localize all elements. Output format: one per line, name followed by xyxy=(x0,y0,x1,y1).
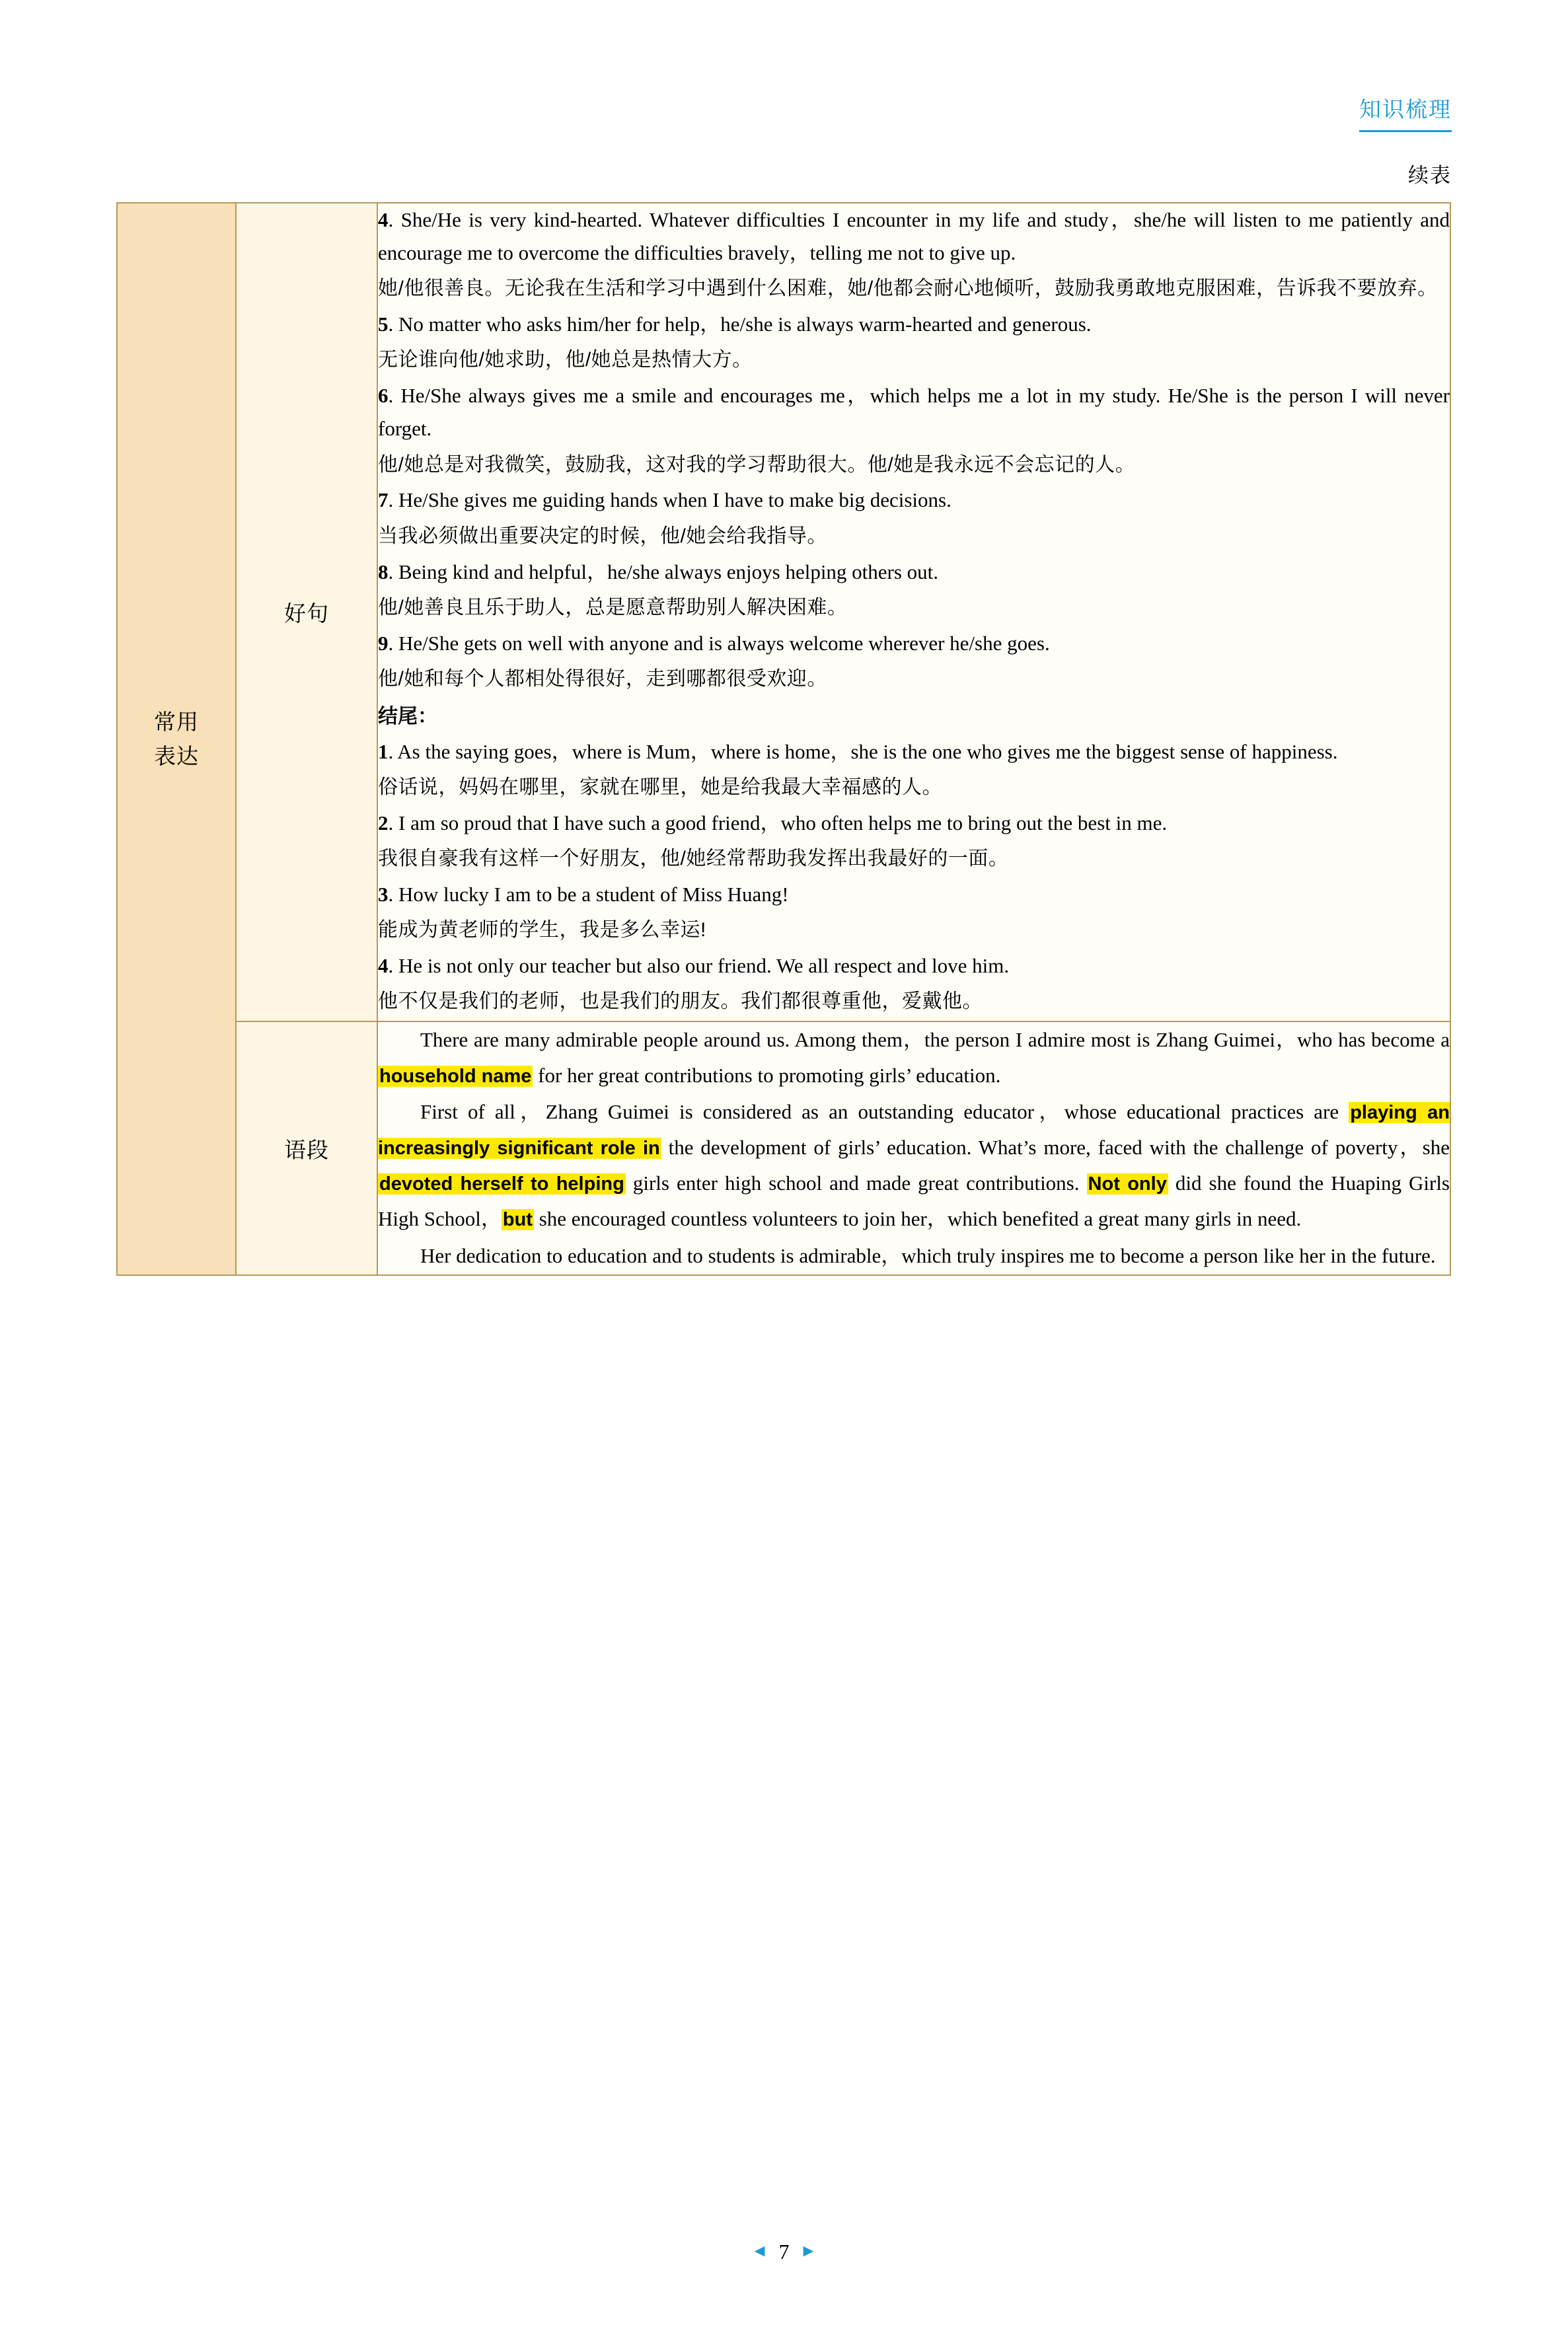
sentence-number: 9 xyxy=(378,631,389,655)
page-number: 7 xyxy=(778,2240,790,2264)
sentence-en: 8. Being kind and helpful，he/she always enjoys helping others out. xyxy=(378,560,939,583)
sentence-zh: 她/他很善良。无论我在生活和学习中遇到什么困难，她/他都会耐心地倾听，鼓励我勇敢地克服困难，告诉我不要放弃。 xyxy=(378,277,1438,300)
sentence-zh: 他不仅是我们的老师，也是我们的朋友。我们都很尊重他，爱戴他。 xyxy=(378,990,983,1013)
row-label-line-2: 表达 xyxy=(154,743,199,768)
sentence-number: 8 xyxy=(378,560,389,583)
passage-paragraph: First of all，Zhang Guimei is considered as an outstanding educator，whose educational practices are playing an increasingly significant role in the development of girls’ education. What’s more, faced with the challenge of poverty，she devoted herself to helping girls enter high school and made great contributions. Not only did she found the Huaping Girls High School，but she encouraged countless volunteers to join her，which benefited a great many girls in need. xyxy=(378,1100,1450,1230)
sentence-en: 4. He is not only our teacher but also our friend. We all respect and love him. xyxy=(378,954,1010,978)
page-footer xyxy=(0,2240,1568,2264)
footer-deco-right-icon: ► xyxy=(800,2241,817,2260)
sentence-number: 2 xyxy=(378,811,389,835)
sub-label-paragraph: 语段 xyxy=(236,1021,377,1275)
sentence-number: 6 xyxy=(378,384,389,408)
continued-label: 续表 xyxy=(1408,164,1452,187)
content-table-wrapper xyxy=(116,202,1451,1276)
sentence-number: 4 xyxy=(378,954,389,978)
passage-paragraph: Her dedication to education and to students is admirable，which truly inspires me to become a person like her in the future. xyxy=(420,1243,1436,1267)
sentence-zh: 他/她总是对我微笑，鼓励我，这对我的学习帮助很大。他/她是我永远不会忘记的人。 xyxy=(378,453,1136,476)
sentence-en: 2. I am so proud that I have such a good friend，who often helps me to bring out the best in me. xyxy=(378,811,1168,835)
highlighted-phrase: devoted herself to helping xyxy=(379,1173,624,1195)
sentence-en: 1. As the saying goes，where is Mum，where is home，she is the one who gives me the biggest sense of happiness. xyxy=(378,740,1338,764)
sentence-en: 5. No matter who asks him/her for help，he/she is always warm-hearted and generous. xyxy=(378,313,1092,336)
passage-paragraph: There are many admirable people around us. Among them，the person I admire most is Zhang Guimei，who has become a household name for her great contributions to promoting girls’ education. xyxy=(379,1028,1450,1087)
section-tag: 知识梳理 xyxy=(1359,92,1452,132)
sentence-zh: 无论谁向他/她求助，他/她总是热情大方。 xyxy=(378,349,753,371)
highlighted-phrase: playing an increasingly significant role in xyxy=(378,1102,1450,1160)
subsection-heading: 结尾： xyxy=(378,705,437,727)
sample-passage xyxy=(378,1022,1450,1273)
sentence-number: 3 xyxy=(378,883,389,906)
sentence-en: 4. She/He is very kind-hearted. Whatever difficulties I encounter in my life and study，she/he will listen to me patiently and encourage me to overcome the difficulties bravely，telling me not to give up. xyxy=(378,208,1450,265)
sentence-number: 4 xyxy=(378,208,389,231)
content-table xyxy=(116,202,1451,1276)
sentence-en: 3. How lucky I am to be a student of Miss Huang! xyxy=(378,883,789,906)
sentence-zh: 他/她和每个人都相处得很好，走到哪都很受欢迎。 xyxy=(378,667,827,690)
header xyxy=(1359,92,1452,132)
sentence-zh: 他/她善良且乐于助人，总是愿意帮助别人解决困难。 xyxy=(378,596,848,618)
highlighted-phrase: Not only xyxy=(1088,1173,1167,1195)
good-sentences-body xyxy=(377,203,1450,1021)
row-label-line-1: 常用 xyxy=(154,710,199,735)
sentence-en: 7. He/She gives me guiding hands when I have to make big decisions. xyxy=(378,488,952,512)
highlighted-phrase: but xyxy=(502,1209,533,1230)
table-row xyxy=(117,203,1450,1021)
sentence-zh: 当我必须做出重要决定的时候，他/她会给我指导。 xyxy=(378,525,827,547)
sentence-zh: 我很自豪我有这样一个好朋友，他/她经常帮助我发挥出我最好的一面。 xyxy=(378,848,1009,870)
sentence-number: 5 xyxy=(378,313,389,336)
table-row xyxy=(117,1021,1450,1275)
highlighted-phrase: household name xyxy=(379,1065,532,1087)
sentence-number: 1 xyxy=(378,740,389,764)
row-label-common-expressions xyxy=(117,203,236,1275)
sub-label-good-sentences: 好句 xyxy=(236,203,377,1021)
sentence-zh: 能成为黄老师的学生，我是多么幸运! xyxy=(378,919,706,941)
sentence-en: 9. He/She gets on well with anyone and is always welcome wherever he/she goes. xyxy=(378,631,1050,655)
footer-deco-left-icon: ◄ xyxy=(751,2241,768,2260)
sentence-number: 7 xyxy=(378,488,389,512)
sentence-zh: 俗话说，妈妈在哪里，家就在哪里，她是给我最大幸福感的人。 xyxy=(378,776,942,799)
paragraph-body xyxy=(377,1021,1450,1275)
sentence-en: 6. He/She always gives me a smile and encourages me，which helps me a lot in my study. He/She is the person I will never forget. xyxy=(378,384,1450,441)
